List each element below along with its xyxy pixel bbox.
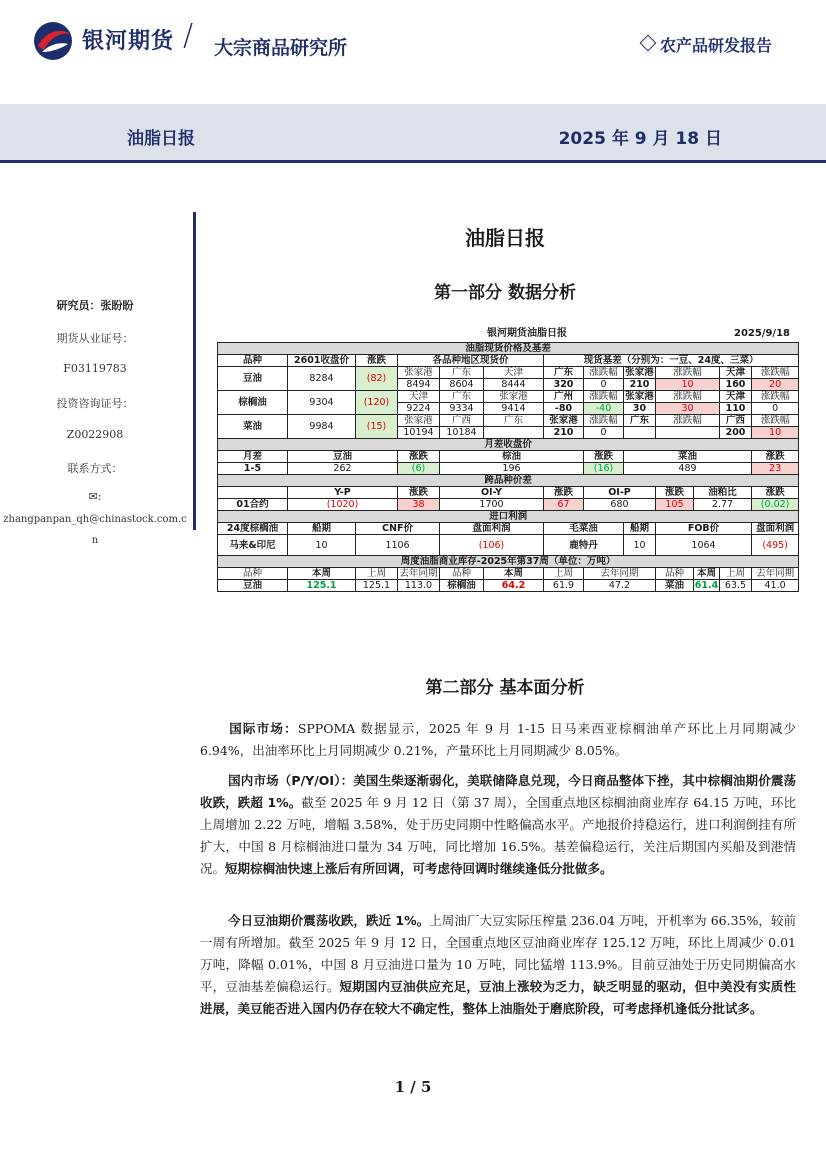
page-title: 油脂日报 xyxy=(465,226,545,250)
col-header: 去年同期 xyxy=(752,568,799,580)
cell: 张家港 xyxy=(398,415,440,427)
cell: (120) xyxy=(356,391,398,415)
title-band xyxy=(0,104,826,163)
col-header: CNF价 xyxy=(356,523,440,535)
cell: 天津 xyxy=(720,367,752,379)
cell: 200 xyxy=(720,427,752,439)
col-header: 涨跌 xyxy=(356,355,398,367)
cell: (16) xyxy=(584,463,624,475)
paragraph-domestic xyxy=(200,770,796,880)
cell: 0 xyxy=(584,427,624,439)
col-header: 各品种地区现货价 xyxy=(398,355,544,367)
col-header: OI-Y xyxy=(440,487,544,499)
cell: 0 xyxy=(584,379,624,391)
cell: 广东 xyxy=(544,367,584,379)
cell: 豆油 xyxy=(218,367,288,391)
cell: 110 xyxy=(720,403,752,415)
oil-data-table xyxy=(217,342,799,592)
paragraph-lead: 国内市场（P/Y/OI）：美国生柴逐渐弱化，美联储降息兑现，今日商品整体下挫，其中棕榈油期价震荡收跌，跌超 1%。 xyxy=(200,773,796,810)
col-header: 月差 xyxy=(218,451,288,463)
cell xyxy=(624,427,656,439)
header-divider: / xyxy=(183,18,194,53)
cell: 广东 xyxy=(440,367,484,379)
cell: 210 xyxy=(544,427,584,439)
cell xyxy=(656,427,720,439)
cell: 262 xyxy=(288,463,398,475)
cell: 210 xyxy=(624,379,656,391)
consult-number: Z0022908 xyxy=(66,428,124,441)
col-header: FOB价 xyxy=(656,523,752,535)
cell: (106) xyxy=(440,535,544,556)
table-title-row xyxy=(217,326,798,342)
section-header: 月差收盘价 xyxy=(218,439,799,451)
cell: 10 xyxy=(752,427,799,439)
paragraph-text: 上周油厂大豆实际压榨量 236.04 万吨，开机率为 66.35%，较前一周有所增加。截至 2025 年 9 月 12 日，全国重点地区豆油商业库存 125.12 万吨，环比上周减少 0.01 万吨，降幅 0.01%，中国 8 月豆油进口量为 10 万吨，同比猛增 113.9%。目前豆油处于历史同期偏高水平，豆油基差偏稳运行。 xyxy=(200,913,797,994)
col-header: 涨跌 xyxy=(398,487,440,499)
col-header: 船期 xyxy=(288,523,356,535)
cell: 10 xyxy=(656,379,720,391)
cell: 涨跌幅 xyxy=(656,367,720,379)
col-header: 上周 xyxy=(720,568,752,580)
section-heading-fundamentals: 第二部分 基本面分析 xyxy=(425,678,585,698)
section-header: 周度油脂商业库存-2025年第37周（单位：万吨） xyxy=(218,556,799,568)
cell: 张家港 xyxy=(484,391,544,403)
cell: 8444 xyxy=(484,379,544,391)
cell: 张家港 xyxy=(544,415,584,427)
cell: 涨跌幅 xyxy=(752,391,799,403)
cell: 41.0 xyxy=(752,580,799,592)
cell: 菜油 xyxy=(218,415,288,439)
col-header: 涨跌 xyxy=(752,487,799,499)
table-row xyxy=(218,415,799,427)
cell: 广东 xyxy=(624,415,656,427)
cell: 2.77 xyxy=(694,499,752,511)
cell: 30 xyxy=(624,403,656,415)
paragraph-conclusion: 短期棕榈油快速上涨后有所回调，可考虑待回调时继续逢低分批做多。 xyxy=(225,861,613,876)
col-header: 涨跌 xyxy=(544,487,584,499)
cell: -80 xyxy=(544,403,584,415)
col-header: 本周 xyxy=(288,568,356,580)
cell: 涨跌幅 xyxy=(656,415,720,427)
cell: (495) xyxy=(752,535,799,556)
cell: 105 xyxy=(656,499,694,511)
col-header: 去年同期 xyxy=(399,568,438,579)
band-title: 油脂日报 xyxy=(127,129,195,149)
report-type xyxy=(642,33,772,56)
table-row xyxy=(218,367,799,379)
cell: (6) xyxy=(398,463,440,475)
cell: 8494 xyxy=(398,379,440,391)
section-heading-data: 第一部分 数据分析 xyxy=(434,283,576,303)
cell: 马来&印尼 xyxy=(218,535,288,556)
cell: 广东 xyxy=(440,391,484,403)
cell: 1700 xyxy=(440,499,544,511)
col-header: 涨跌 xyxy=(752,451,799,463)
contact-label: 联系方式： xyxy=(67,462,123,475)
cell: 8604 xyxy=(440,379,484,391)
table-row xyxy=(218,391,799,403)
paragraph-text: SPPOMA 数据显示，2025 年 9 月 1-15 日马来西亚棕榈油单产环比上月同期减少 6.94%，出油率环比上月同期减少 0.21%，产量环比上月同期减少 8.05%。 xyxy=(200,721,796,758)
cell: 广州 xyxy=(544,391,584,403)
cell: 涨跌幅 xyxy=(584,415,624,427)
cell xyxy=(218,487,288,499)
cell: 61.4 xyxy=(694,580,719,591)
col-header: 涨跌 xyxy=(584,451,624,463)
table-row xyxy=(218,535,799,556)
cell: 9304 xyxy=(288,391,356,415)
cell: 10 xyxy=(624,535,656,556)
cell: (82) xyxy=(356,367,398,391)
col-header: 菜油 xyxy=(624,451,752,463)
sidebar-divider xyxy=(193,212,196,530)
col-header: 品种 xyxy=(218,568,288,580)
col-header: 24度棕榈油 xyxy=(218,523,288,535)
col-header: 本周 xyxy=(484,568,544,580)
cell: 10 xyxy=(288,535,356,556)
col-header: OI-P xyxy=(584,487,656,499)
cell: 320 xyxy=(544,379,584,391)
col-header: 盘面利润 xyxy=(752,523,799,535)
col-header: 涨跌 xyxy=(656,487,694,499)
cell: 0 xyxy=(752,403,799,415)
cell: (1020) xyxy=(288,499,398,511)
paragraph-lead: 国际市场： xyxy=(228,721,298,736)
cell: 1106 xyxy=(356,535,440,556)
col-header: 盘面利润 xyxy=(440,523,544,535)
cell: 涨跌幅 xyxy=(584,367,624,379)
email-line-2[interactable]: n xyxy=(91,535,99,546)
cell: 涨跌幅 xyxy=(656,391,720,403)
cell: 9334 xyxy=(440,403,484,415)
consult-label: 投资咨询证号： xyxy=(56,397,134,410)
section-header: 进口利润 xyxy=(218,511,799,523)
cell: 20 xyxy=(752,379,799,391)
researcher: 研究员：张盼盼 xyxy=(56,299,134,312)
brand-name: 银河期货 xyxy=(82,29,175,54)
table-row xyxy=(218,499,799,511)
section-header: 跨品种价差 xyxy=(218,475,799,487)
cell: 9984 xyxy=(288,415,356,439)
cell: 125.1 xyxy=(356,580,398,592)
cell: 47.2 xyxy=(584,580,656,592)
cell: 38 xyxy=(398,499,440,511)
cell: 9224 xyxy=(398,403,440,415)
cell: 61.9 xyxy=(544,580,584,592)
cell: 张家港 xyxy=(625,367,654,378)
cell: 113.0 xyxy=(398,580,440,592)
col-header: 现货基差（分别为：一豆、24度、三菜） xyxy=(544,355,799,367)
col-header: 船期 xyxy=(624,523,656,535)
cell: 天津 xyxy=(720,391,752,403)
table-row xyxy=(218,463,799,475)
cell: 10184 xyxy=(440,427,484,439)
cell: 67 xyxy=(544,499,584,511)
cell: 10194 xyxy=(398,427,440,439)
cell: 63.5 xyxy=(720,580,752,592)
table-title: 银河期货油脂日报 xyxy=(487,328,567,339)
cell: -40 xyxy=(584,403,624,415)
license-label: 期货从业证号： xyxy=(56,332,134,345)
report-type-label: 农产品研发报告 xyxy=(659,36,772,55)
cell: 张家港 xyxy=(625,391,654,402)
cell: 张家港 xyxy=(398,367,440,379)
col-header: 油粕比 xyxy=(694,487,752,499)
col-header: 豆油 xyxy=(288,451,398,463)
cell: 160 xyxy=(720,379,752,391)
cell: 涨跌幅 xyxy=(752,415,799,427)
cell: 30 xyxy=(656,403,720,415)
cell: 8284 xyxy=(288,367,356,391)
diamond-icon xyxy=(639,35,656,52)
col-header: 2601收盘价 xyxy=(288,355,356,367)
paragraph-soyoil xyxy=(200,910,796,1020)
cell: 豆油 xyxy=(218,580,288,592)
page-number: 1 / 5 xyxy=(394,1078,432,1096)
col-header: 品种 xyxy=(440,568,484,580)
table-date: 2025/9/18 xyxy=(733,328,790,339)
col-header: 毛菜油 xyxy=(544,523,624,535)
cell: 01合约 xyxy=(218,499,288,511)
cell: 涨跌幅 xyxy=(752,367,799,379)
cell: 鹿特丹 xyxy=(544,535,624,556)
col-header: 品种 xyxy=(218,355,288,367)
cell: 天津 xyxy=(484,367,544,379)
cell: 棕榈油 xyxy=(440,580,484,592)
paragraph-text: 截至 2025 年 9 月 12 日（第 37 周），全国重点地区棕榈油商业库存 64.15 万吨，环比上周增加 2.22 万吨，增幅 3.58%，处于历史同期中性略偏高水平。产地报价持稳运行，进口利润倒挂有所扩大，中国 8 月棕榈油进口量为 34 万吨，同比增加 16.5%。基差偏稳运行，关注后期国内买船及到港情况。 xyxy=(200,795,796,876)
col-header: 上周 xyxy=(356,568,398,580)
col-header: 本周 xyxy=(694,568,720,580)
cell: 广西 xyxy=(720,415,752,427)
cell xyxy=(484,427,544,439)
cell: 125.1 xyxy=(288,580,356,592)
col-header: Y-P xyxy=(288,487,398,499)
galaxy-logo-icon xyxy=(32,20,74,62)
daily-table xyxy=(217,326,798,592)
cell: 涨跌幅 xyxy=(584,391,624,403)
paragraph-conclusion: 短期国内豆油供应充足，豆油上涨较为乏力，缺乏明显的驱动，但中美没有实质性进展，美豆能否进入国内仍存在较大不确定性，整体上油脂处于磨底阶段，可考虑择机逢低分批试多。 xyxy=(200,979,796,1016)
cell: (0.02) xyxy=(752,499,799,511)
band-date: 2025 年 9 月 18 日 xyxy=(558,129,722,149)
email-line-1[interactable]: zhangpanpan_qh@chinastock.com.c xyxy=(3,514,187,525)
cell: 棕榈油 xyxy=(218,391,288,415)
section-header: 油脂现货价格及基差 xyxy=(218,343,799,355)
mail-icon: ✉: xyxy=(88,490,102,503)
col-header: 上周 xyxy=(544,568,584,580)
license-number: F03119783 xyxy=(63,362,127,375)
col-header: 棕油 xyxy=(440,451,584,463)
cell: 23 xyxy=(752,463,799,475)
cell: 680 xyxy=(584,499,656,511)
cell: 196 xyxy=(440,463,584,475)
institute-name: 大宗商品研究所 xyxy=(214,37,348,59)
cell: 1064 xyxy=(656,535,752,556)
paragraph-international xyxy=(200,718,796,762)
cell: 广西 xyxy=(440,415,484,427)
cell: (15) xyxy=(356,415,398,439)
cell: 菜油 xyxy=(656,580,694,592)
col-header: 品种 xyxy=(656,568,694,580)
col-header: 去年同期 xyxy=(584,568,656,580)
cell: 489 xyxy=(624,463,752,475)
table-row xyxy=(218,580,799,592)
paragraph-lead: 今日豆油期价震荡收跌，跌近 1%。 xyxy=(228,913,430,928)
col-header: 涨跌 xyxy=(398,451,440,463)
report-header xyxy=(0,0,826,100)
cell: 天津 xyxy=(398,391,440,403)
cell: 广东 xyxy=(484,415,544,427)
cell: 9414 xyxy=(484,403,544,415)
cell: 1-5 xyxy=(218,463,288,475)
cell: 64.2 xyxy=(484,580,544,592)
